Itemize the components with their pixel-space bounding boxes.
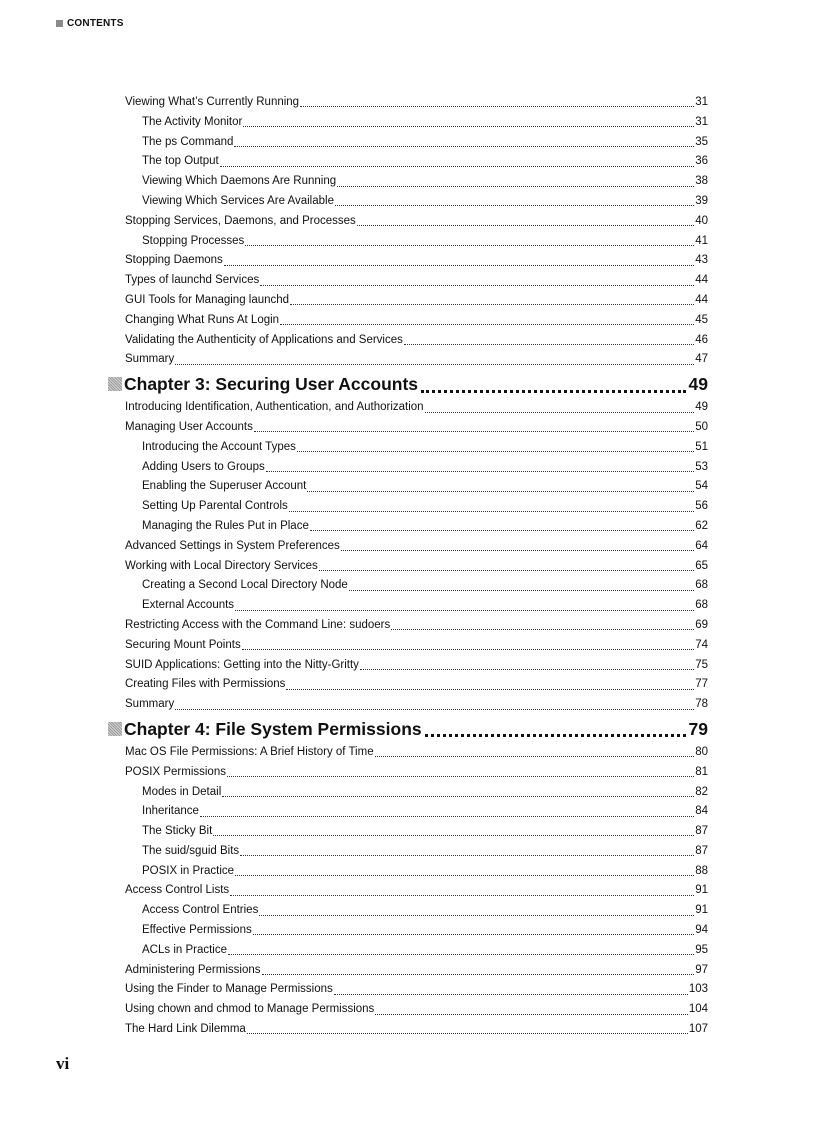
- toc-entry[interactable]: [125, 616, 708, 636]
- dot-leader: [300, 106, 694, 107]
- toc-entry[interactable]: [125, 350, 708, 370]
- toc-label: Restricting Access with the Command Line: sudoers: [125, 618, 391, 631]
- chapter-marker-icon: [108, 377, 122, 391]
- toc-label: Summary: [125, 698, 175, 711]
- toc-entry[interactable]: [125, 557, 708, 577]
- toc-page-number: 49: [695, 401, 708, 414]
- toc-entry[interactable]: [125, 763, 708, 783]
- toc-label: Setting Up Parental Controls: [142, 500, 288, 513]
- toc-page-number: 87: [695, 825, 708, 838]
- table-of-contents: [125, 93, 708, 1040]
- toc-label: Stopping Services, Daemons, and Processes: [125, 214, 356, 227]
- dot-leader: [421, 390, 686, 393]
- dot-leader: [290, 304, 694, 305]
- toc-label: Viewing What’s Currently Running: [125, 96, 300, 108]
- toc-subentry[interactable]: [125, 113, 708, 133]
- dot-leader: [357, 225, 694, 226]
- toc-page-number: 49: [688, 374, 708, 395]
- dot-leader: [266, 471, 694, 472]
- toc-entry[interactable]: [125, 251, 708, 271]
- toc-entry[interactable]: [125, 398, 708, 418]
- toc-label: Managing the Rules Put in Place: [142, 519, 309, 532]
- toc-subentry[interactable]: [125, 842, 708, 862]
- toc-subentry[interactable]: [125, 438, 708, 458]
- toc-label: The ps Command: [142, 135, 234, 148]
- toc-label: Effective Permissions: [142, 924, 252, 937]
- dot-leader: [240, 855, 694, 856]
- toc-entry[interactable]: [125, 695, 708, 715]
- dot-leader: [280, 324, 694, 325]
- toc-subentry[interactable]: [125, 133, 708, 153]
- toc-page-number: 95: [695, 943, 708, 956]
- running-header: [56, 17, 124, 29]
- toc-entry[interactable]: [125, 311, 708, 331]
- toc-entry[interactable]: [125, 961, 708, 981]
- toc-page-number: 107: [688, 1023, 708, 1036]
- toc-page-number: 81: [695, 765, 708, 778]
- toc-subentry[interactable]: [125, 822, 708, 842]
- toc-page-number: 50: [695, 420, 708, 433]
- toc-page-number: 87: [695, 844, 708, 857]
- dot-leader: [220, 166, 694, 167]
- toc-page-number: 104: [688, 1003, 708, 1016]
- toc-page-number: 82: [695, 785, 708, 798]
- toc-subentry[interactable]: [125, 921, 708, 941]
- dot-leader: [335, 205, 694, 206]
- toc-label: Mac OS File Permissions: A Brief History of Time: [125, 745, 374, 758]
- dot-leader: [200, 816, 694, 817]
- dot-leader: [253, 934, 694, 935]
- toc-subentry[interactable]: [125, 783, 708, 803]
- toc-page-number: 94: [695, 924, 708, 937]
- toc-entry[interactable]: [125, 93, 708, 113]
- toc-page-number: 45: [695, 313, 708, 326]
- toc-label: Stopping Daemons: [125, 254, 223, 267]
- header-title: CONTENTS: [67, 17, 124, 29]
- toc-subentry[interactable]: [125, 458, 708, 478]
- toc-page-number: 39: [695, 194, 708, 207]
- dot-leader: [227, 776, 694, 777]
- dot-leader: [175, 364, 694, 365]
- toc-label: Access Control Lists: [125, 884, 230, 897]
- toc-label: Inheritance: [142, 805, 199, 818]
- toc-page-number: 91: [695, 904, 708, 917]
- toc-page-number: 75: [695, 658, 708, 671]
- toc-page-number: 64: [695, 539, 708, 552]
- dot-leader: [319, 570, 694, 571]
- toc-page-number: 31: [695, 115, 708, 128]
- toc-label: Creating Files with Permissions: [125, 678, 286, 691]
- toc-entry[interactable]: [125, 537, 708, 557]
- dot-leader: [425, 412, 695, 413]
- toc-label: Securing Mount Points: [125, 638, 241, 651]
- toc-label: Introducing Identification, Authentication, and Authorization: [125, 401, 424, 414]
- toc-page-number: 97: [695, 963, 708, 976]
- dot-leader: [310, 530, 694, 531]
- toc-subentry[interactable]: [125, 941, 708, 961]
- dot-leader: [286, 689, 694, 690]
- dot-leader: [224, 265, 694, 266]
- dot-leader: [425, 734, 686, 737]
- toc-page-number: 41: [695, 234, 708, 247]
- toc-entry[interactable]: [125, 743, 708, 763]
- toc-label: Administering Permissions: [125, 963, 261, 976]
- chapter-marker-icon: [108, 722, 122, 736]
- dot-leader: [245, 245, 694, 246]
- toc-subentry[interactable]: [125, 152, 708, 172]
- toc-subentry[interactable]: [125, 192, 708, 212]
- toc-subentry[interactable]: [125, 232, 708, 252]
- dot-leader: [222, 796, 694, 797]
- toc-entry[interactable]: [125, 271, 708, 291]
- dot-leader: [375, 1014, 688, 1015]
- toc-page-number: 54: [695, 480, 708, 493]
- toc-page-number: 84: [695, 805, 708, 818]
- toc-label: POSIX Permissions: [125, 765, 226, 778]
- toc-subentry[interactable]: [125, 172, 708, 192]
- toc-subentry[interactable]: [125, 596, 708, 616]
- toc-page-number: 36: [695, 155, 708, 168]
- toc-page-number: 74: [695, 638, 708, 651]
- toc-entry[interactable]: [125, 675, 708, 695]
- toc-page-number: 47: [695, 353, 708, 366]
- dot-leader: [334, 994, 688, 995]
- dot-leader: [235, 875, 694, 876]
- toc-subentry[interactable]: [125, 901, 708, 921]
- toc-entry[interactable]: [125, 656, 708, 676]
- toc-page-number: 103: [688, 983, 708, 996]
- dot-leader: [360, 669, 694, 670]
- dot-leader: [243, 126, 694, 127]
- toc-entry[interactable]: [125, 418, 708, 438]
- dot-leader: [242, 649, 695, 650]
- dot-leader: [297, 451, 694, 452]
- toc-page-number: 62: [695, 519, 708, 532]
- toc-page-number: 80: [695, 745, 708, 758]
- toc-label: Using chown and chmod to Manage Permissions: [125, 1003, 375, 1016]
- toc-page-number: 40: [695, 214, 708, 227]
- toc-page-number: 78: [695, 698, 708, 711]
- toc-page-number: 69: [695, 618, 708, 631]
- toc-entry[interactable]: [125, 980, 708, 1000]
- dot-leader: [254, 431, 694, 432]
- toc-subentry[interactable]: [125, 517, 708, 537]
- square-bullet-icon: [56, 20, 63, 27]
- toc-page-number: 31: [695, 96, 708, 108]
- toc-label: POSIX in Practice: [142, 864, 235, 877]
- dot-leader: [259, 915, 694, 916]
- toc-label: Adding Users to Groups: [142, 460, 265, 473]
- toc-label: Changing What Runs At Login: [125, 313, 280, 326]
- toc-subentry[interactable]: [125, 862, 708, 882]
- toc-entry[interactable]: [125, 636, 708, 656]
- toc-label: Managing User Accounts: [125, 420, 253, 433]
- dot-leader: [230, 895, 694, 896]
- toc-entry[interactable]: [125, 212, 708, 232]
- toc-page-number: 65: [695, 559, 708, 572]
- dot-leader: [391, 629, 694, 630]
- toc-entry[interactable]: [125, 1000, 708, 1020]
- dot-leader: [341, 550, 694, 551]
- toc-label: Access Control Entries: [142, 904, 259, 917]
- toc-subentry[interactable]: [125, 477, 708, 497]
- toc-subentry[interactable]: [125, 802, 708, 822]
- toc-label: The Activity Monitor: [142, 115, 243, 128]
- dot-leader: [404, 344, 694, 345]
- toc-label: SUID Applications: Getting into the Nitty-Gritty: [125, 658, 359, 671]
- dot-leader: [262, 974, 695, 975]
- toc-label: External Accounts: [142, 599, 235, 612]
- toc-label: Introducing the Account Types: [142, 440, 296, 453]
- dot-leader: [307, 491, 694, 492]
- toc-page-number: 88: [695, 864, 708, 877]
- toc-subentry[interactable]: [125, 576, 708, 596]
- toc-subentry[interactable]: [125, 497, 708, 517]
- toc-page-number: 68: [695, 579, 708, 592]
- toc-label: Working with Local Directory Services: [125, 559, 318, 572]
- dot-leader: [375, 756, 695, 757]
- toc-entry[interactable]: [125, 291, 708, 311]
- toc-page-number: 35: [695, 135, 708, 148]
- toc-page-number: 44: [695, 293, 708, 306]
- toc-label: Creating a Second Local Directory Node: [142, 579, 348, 592]
- toc-page-number: 43: [695, 254, 708, 267]
- dot-leader: [234, 146, 694, 147]
- toc-label: The Sticky Bit: [142, 825, 213, 838]
- toc-label: ACLs in Practice: [142, 943, 228, 956]
- toc-entry[interactable]: [125, 331, 708, 351]
- toc-label: Chapter 4: File System Permissions: [124, 718, 422, 739]
- toc-label: Chapter 3: Securing User Accounts: [124, 374, 419, 395]
- toc-label: The top Output: [142, 155, 219, 168]
- page-number: vi: [56, 1054, 70, 1073]
- toc-label: Modes in Detail: [142, 785, 222, 798]
- dot-leader: [235, 610, 694, 611]
- toc-chapter-entry[interactable]: [108, 716, 708, 742]
- toc-label: Summary: [125, 353, 175, 366]
- toc-label: Types of launchd Services: [125, 274, 260, 287]
- toc-label: The Hard Link Dilemma: [125, 1023, 246, 1036]
- dot-leader: [289, 511, 694, 512]
- toc-page-number: 51: [695, 440, 708, 453]
- toc-page-number: 79: [688, 718, 708, 739]
- dot-leader: [260, 285, 694, 286]
- toc-label: The suid/sguid Bits: [142, 844, 240, 857]
- toc-page-number: 77: [695, 678, 708, 691]
- toc-entry[interactable]: [125, 1020, 708, 1040]
- dot-leader: [228, 954, 694, 955]
- toc-label: Stopping Processes: [142, 234, 245, 247]
- dot-leader: [247, 1033, 688, 1034]
- dot-leader: [337, 186, 694, 187]
- toc-label: Advanced Settings in System Preferences: [125, 539, 340, 552]
- toc-page-number: 46: [695, 333, 708, 346]
- toc-label: Viewing Which Services Are Available: [142, 194, 334, 207]
- toc-page-number: 44: [695, 274, 708, 287]
- dot-leader: [175, 709, 694, 710]
- toc-label: Viewing Which Daemons Are Running: [142, 175, 337, 188]
- toc-page-number: 68: [695, 599, 708, 612]
- toc-chapter-entry[interactable]: [108, 371, 708, 397]
- toc-label: Enabling the Superuser Account: [142, 480, 307, 493]
- dot-leader: [213, 835, 694, 836]
- toc-page-number: 56: [695, 500, 708, 513]
- toc-label: Validating the Authenticity of Applications and Services: [125, 333, 403, 346]
- dot-leader: [349, 590, 694, 591]
- toc-label: Using the Finder to Manage Permissions: [125, 983, 333, 996]
- toc-page-number: 53: [695, 460, 708, 473]
- toc-label: GUI Tools for Managing launchd: [125, 293, 290, 306]
- toc-page-number: 38: [695, 175, 708, 188]
- toc-page-number: 91: [695, 884, 708, 897]
- toc-entry[interactable]: [125, 881, 708, 901]
